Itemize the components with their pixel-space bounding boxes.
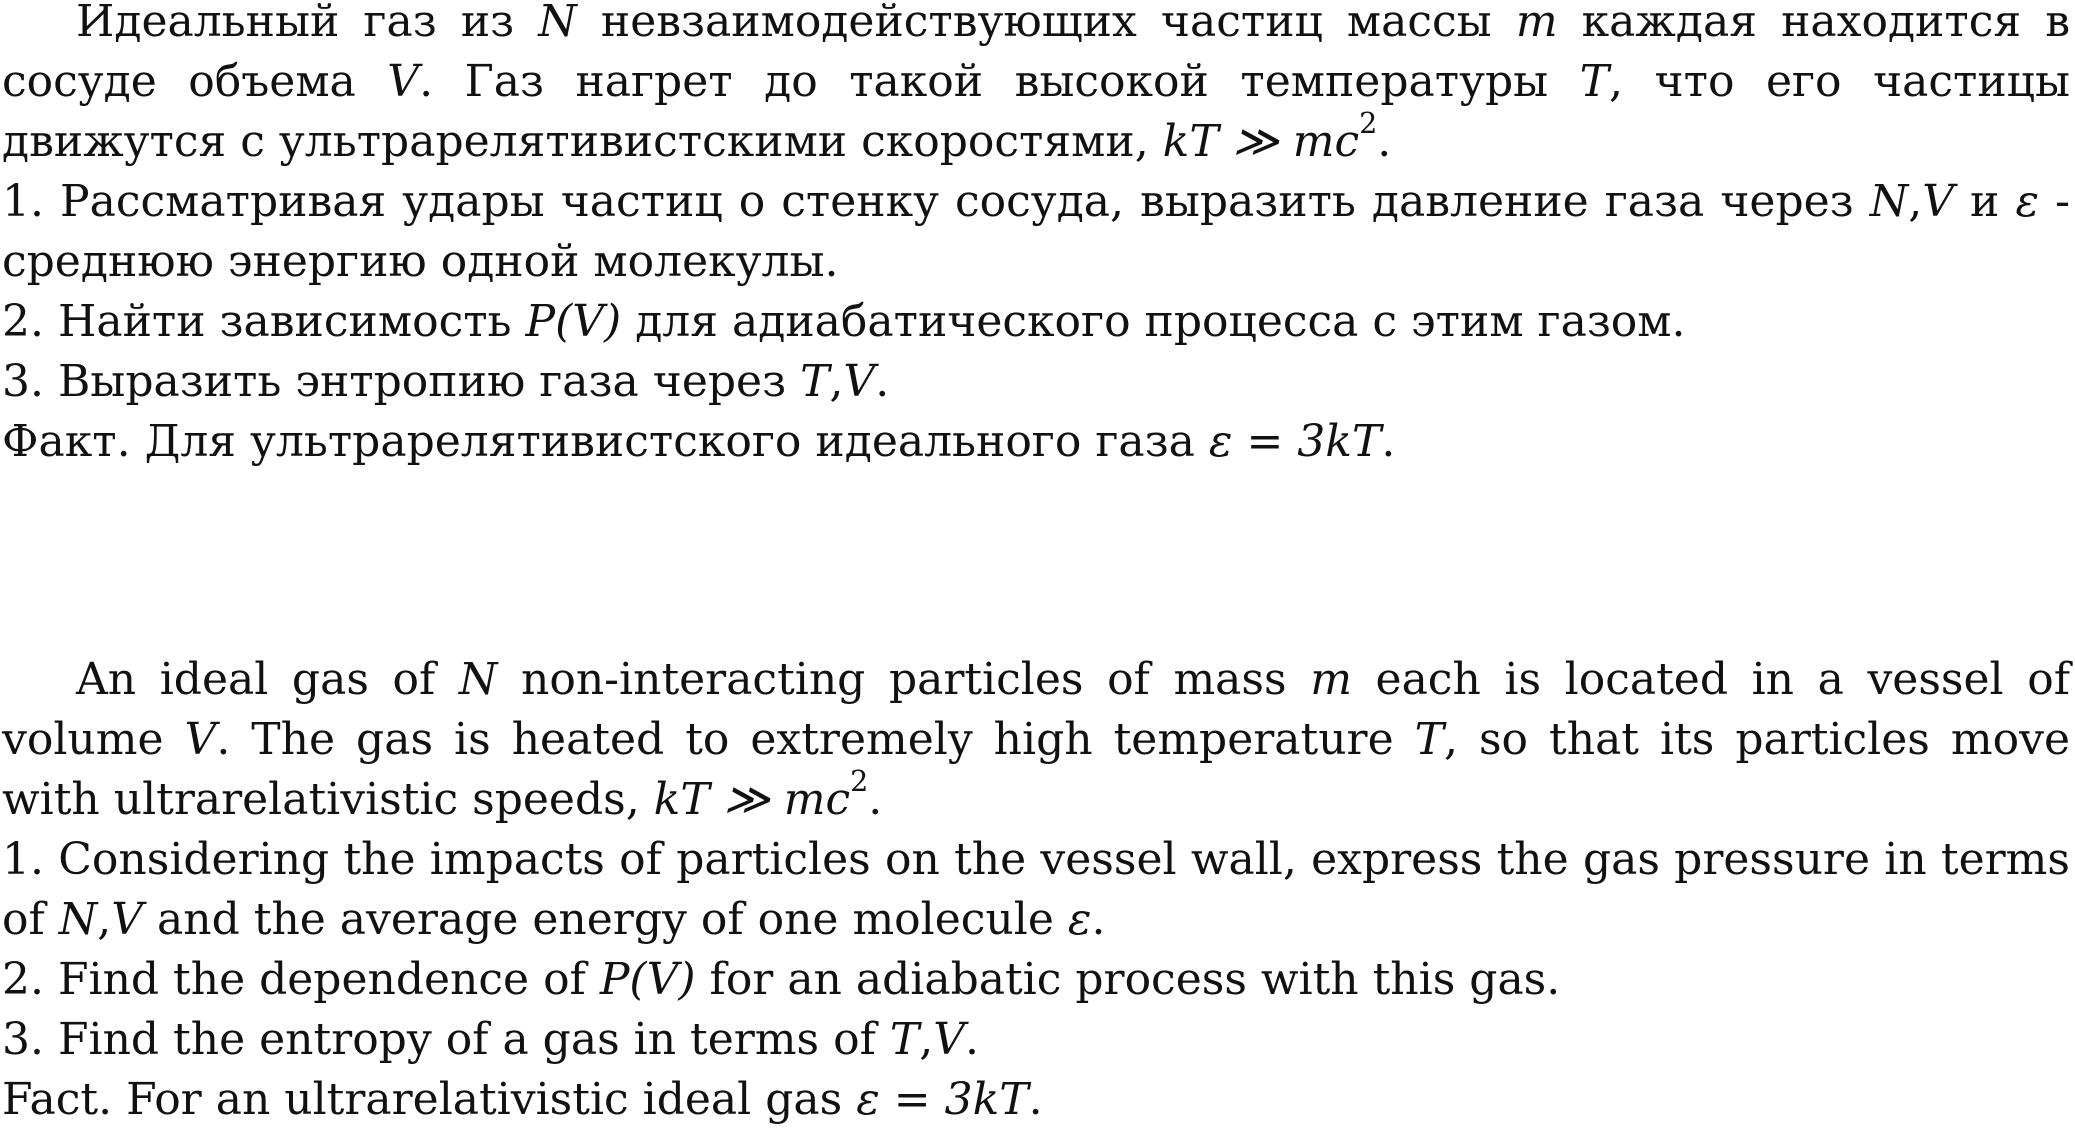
math-var: V — [933, 1014, 965, 1065]
text: . — [1377, 116, 1392, 167]
text: - среднюю энергию одной молекулы. — [2, 176, 2070, 287]
text: . — [964, 1014, 979, 1065]
text: для адиабатического процесса с этим газом. — [621, 296, 1686, 347]
math-var: T — [889, 1014, 920, 1065]
math-formula: ε = 3kT — [856, 1074, 1029, 1125]
text: Факт. Для ультрарелятивистского идеального газа — [2, 416, 1209, 467]
math-var: T — [800, 356, 830, 407]
text: 1. Рассматривая удары частиц о стенку сосуда, выразить давление газа через — [2, 176, 1870, 227]
text: 3. Выразить энтропию газа через — [2, 356, 801, 407]
math-var: T — [1579, 56, 1610, 107]
math-formula: P(V) — [599, 954, 696, 1005]
russian-question-2 — [2, 292, 2070, 352]
english-problem — [2, 650, 2070, 1130]
english-question-3 — [2, 1010, 2070, 1070]
math-var: V — [843, 356, 876, 407]
math-var: V — [111, 894, 144, 945]
english-fact — [2, 1070, 2070, 1130]
math-var: m — [1515, 0, 1558, 47]
text: невзаимодействующих частиц массы — [576, 0, 1516, 47]
math-var: m — [1310, 654, 1352, 705]
math-var: V — [387, 56, 420, 107]
text: . The gas is heated to extremely high temperature — [216, 714, 1415, 765]
russian-problem — [2, 0, 2070, 472]
math-var: N — [1869, 176, 1909, 227]
math-var: V — [184, 714, 217, 765]
text: . — [868, 774, 883, 825]
text: for an adiabatic process with this gas. — [695, 954, 1561, 1005]
math-formula: kT ≫ mc — [1162, 116, 1360, 167]
text: каждая находится в сосуде объема — [2, 0, 2070, 107]
russian-fact — [2, 412, 2070, 472]
english-question-2 — [2, 950, 2070, 1010]
text: Fact. For an ultrarelativistic ideal gas — [2, 1074, 857, 1125]
russian-intro-paragraph — [2, 0, 2070, 172]
text: , so that its particles move with ultrarelativistic speeds, — [2, 714, 2070, 825]
text: non-interacting particles of mass — [497, 654, 1311, 705]
text: , — [1908, 176, 1923, 227]
text: . — [1381, 416, 1396, 467]
russian-question-1 — [2, 172, 2070, 292]
text: and the average energy of one molecule — [143, 894, 1068, 945]
math-var: V — [1922, 176, 1954, 227]
text: each is located in a vessel of volume — [2, 654, 2071, 765]
math-superscript: 2 — [850, 764, 869, 799]
text: , что его частицы движутся с ультрарелятивистскими скоростями, — [2, 56, 2070, 167]
text: . — [1028, 1074, 1043, 1125]
text: An ideal gas of — [76, 654, 459, 705]
math-var: N — [538, 0, 577, 47]
math-var: N — [58, 894, 98, 945]
math-var: ε — [1067, 894, 1092, 945]
english-intro-paragraph — [2, 650, 2070, 830]
text: . Газ нагрет до такой высокой температуры — [419, 56, 1580, 107]
text: . — [1091, 894, 1106, 945]
text: . — [875, 356, 890, 407]
text: , — [97, 894, 112, 945]
english-question-1 — [2, 830, 2070, 950]
math-var: ε — [2015, 176, 2040, 227]
math-var: N — [458, 654, 498, 705]
text: Идеальный газ из — [76, 0, 539, 47]
math-superscript: 2 — [1359, 106, 1378, 141]
text: , — [829, 356, 844, 407]
math-formula: kT ≫ mc — [653, 774, 851, 825]
math-var: T — [1414, 714, 1444, 765]
text: 2. Найти зависимость — [2, 296, 526, 347]
math-formula: P(V) — [525, 296, 622, 347]
math-formula: ε = 3kT — [1208, 416, 1382, 467]
text: , — [919, 1014, 934, 1065]
text: 1. Considering the impacts of particles on the vessel wall, express the gas pressure in terms of — [2, 834, 2070, 945]
russian-question-3 — [2, 352, 2070, 412]
text: и — [1954, 176, 2016, 227]
text: 2. Find the dependence of — [2, 954, 600, 1005]
text: 3. Find the entropy of a gas in terms of — [2, 1014, 890, 1065]
